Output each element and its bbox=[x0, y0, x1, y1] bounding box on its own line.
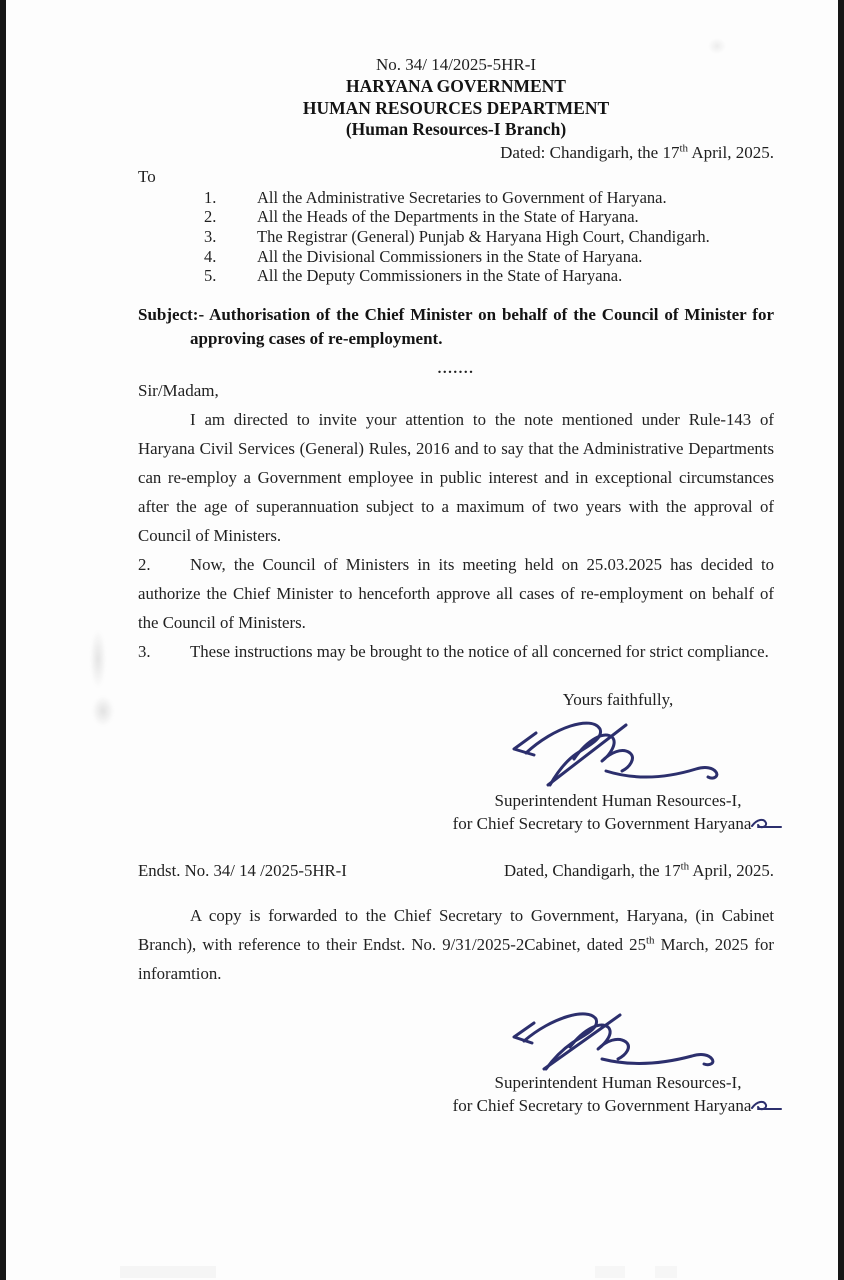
signature-block-1 bbox=[450, 688, 786, 835]
paragraph-number: 2. bbox=[138, 555, 151, 575]
scanned-letter-page bbox=[6, 0, 838, 1280]
endorsement-date-suffix: April, 2025. bbox=[689, 861, 774, 881]
recipient-text: All the Divisional Commissioners in the State of Haryana. bbox=[257, 246, 643, 266]
initials-flourish-icon bbox=[749, 816, 783, 831]
signatory-for bbox=[450, 1094, 786, 1117]
signature-block-2 bbox=[450, 1005, 786, 1117]
body-paragraph-3 bbox=[138, 637, 774, 666]
endorsement-date bbox=[504, 859, 774, 883]
scan-artifact bbox=[655, 1266, 677, 1278]
recipient-row bbox=[138, 207, 774, 227]
scan-artifact bbox=[92, 696, 114, 726]
scan-artifact bbox=[120, 1266, 216, 1278]
letter-content bbox=[138, 54, 774, 1117]
recipient-text: All the Heads of the Departments in the State of Haryana. bbox=[257, 207, 639, 227]
subject-text: Authorisation of the Chief Minister on behalf of the Council of Minister for approving cases of re-employment. bbox=[190, 305, 775, 349]
recipient-number: 2. bbox=[204, 207, 217, 227]
body-paragraph-1 bbox=[138, 405, 774, 550]
paragraph-text: Now, the Council of Ministers in its meeting held on 25.03.2025 has decided to authorize the Chief Minister to henceforth approve all cases of re-employment on behalf of the Council of Ministers. bbox=[138, 555, 774, 633]
government-name: HARYANA GOVERNMENT bbox=[346, 76, 566, 96]
scan-artifact bbox=[90, 630, 106, 688]
recipient-number: 4. bbox=[204, 246, 217, 266]
subject-label: Subject:- bbox=[138, 305, 205, 325]
signature-scribble-icon bbox=[508, 711, 728, 789]
cc-superscript: th bbox=[645, 934, 655, 947]
recipient-row bbox=[138, 188, 774, 208]
date-superscript: th bbox=[679, 141, 689, 154]
date-text: Dated: Chandigarh, the 17 bbox=[500, 142, 680, 162]
body-paragraph-2 bbox=[138, 550, 774, 637]
cc-text-suffix: March, 2025 for inforamtion. bbox=[138, 935, 774, 984]
signatory-for-text: for Chief Secretary to Government Haryana bbox=[452, 814, 752, 834]
branch-name: (Human Resources-I Branch) bbox=[345, 119, 567, 139]
date-line bbox=[138, 142, 774, 164]
date-text-suffix: April, 2025. bbox=[688, 142, 774, 162]
paragraph-text: I am directed to invite your attention to the note mentioned under Rule-143 of Haryana Civil Services (General) Rules, 2016 and to say that the Administrative Departments can re-employ a Government employee in public interest and in exceptional circumstances after the age of superannuation subject to a maximum of two years with the approval of Council of Ministers. bbox=[138, 410, 774, 546]
recipient-number: 5. bbox=[204, 266, 217, 286]
department-name: HUMAN RESOURCES DEPARTMENT bbox=[302, 97, 610, 118]
subject-line bbox=[138, 303, 774, 351]
initials-flourish-icon bbox=[749, 1098, 783, 1113]
endorsement-number: Endst. No. 34/ 14 /2025-5HR-I bbox=[138, 861, 347, 881]
signatory-title: Superintendent Human Resources-I, bbox=[494, 791, 742, 811]
separator-dots: ....... bbox=[437, 361, 475, 378]
cc-paragraph bbox=[138, 901, 774, 988]
signatory-for bbox=[450, 812, 786, 835]
scan-artifact bbox=[708, 38, 726, 54]
closing-phrase: Yours faithfully, bbox=[562, 690, 674, 710]
recipient-text: All the Administrative Secretaries to Government of Haryana. bbox=[257, 187, 667, 207]
recipient-row bbox=[138, 266, 774, 286]
cc-text: A copy is forwarded to the Chief Secretary to Government, Haryana, (in Cabinet Branch), with reference to their Endst. No. 9/31/2025-2Cabinet, dated 25 bbox=[138, 906, 774, 955]
endorsement-date-superscript: th bbox=[680, 860, 690, 873]
salutation: Sir/Madam, bbox=[138, 381, 219, 401]
signature-scribble-icon bbox=[508, 1005, 728, 1071]
to-label: To bbox=[138, 166, 156, 186]
signatory-for-text: for Chief Secretary to Government Haryana bbox=[452, 1095, 752, 1115]
endorsement-row bbox=[138, 859, 774, 883]
paragraph-number: 3. bbox=[138, 642, 151, 662]
signatory-title: Superintendent Human Resources-I, bbox=[494, 1072, 742, 1092]
recipient-text: All the Deputy Commissioners in the State of Haryana. bbox=[257, 266, 623, 286]
recipient-row bbox=[138, 227, 774, 247]
recipient-row bbox=[138, 247, 774, 267]
paragraph-text: These instructions may be brought to the notice of all concerned for strict compliance. bbox=[190, 642, 769, 662]
recipient-number: 3. bbox=[204, 226, 217, 246]
recipient-number: 1. bbox=[204, 187, 217, 207]
recipient-text: The Registrar (General) Punjab & Haryana High Court, Chandigarh. bbox=[257, 226, 710, 246]
reference-number: No. 34/ 14/2025-5HR-I bbox=[375, 55, 537, 74]
endorsement-date-text: Dated, Chandigarh, the 17 bbox=[503, 861, 681, 881]
scan-artifact bbox=[595, 1266, 625, 1278]
